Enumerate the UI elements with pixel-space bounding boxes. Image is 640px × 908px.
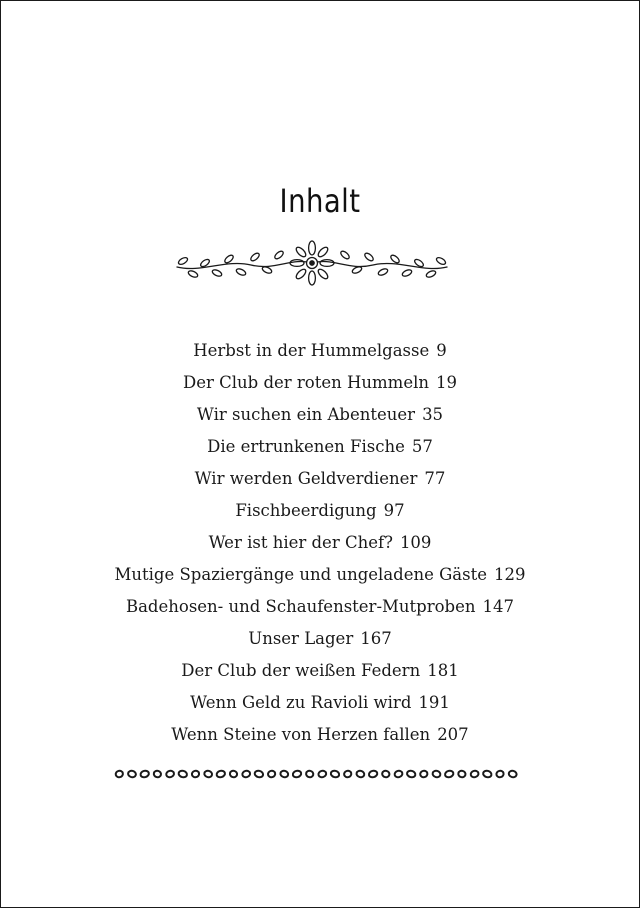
loop-dot — [292, 770, 302, 778]
toc-entry-page: 207 — [437, 725, 469, 744]
loop-dot — [406, 770, 416, 778]
loop-dot — [305, 770, 314, 778]
loop-dot — [115, 770, 124, 778]
loop-dot — [216, 770, 226, 778]
toc-entry-title: Wenn Steine von Herzen fallen — [171, 725, 431, 744]
loop-dot — [242, 770, 251, 778]
loop-dot — [166, 770, 175, 778]
toc-entry-title: Unser Lager — [248, 629, 354, 648]
toc-entry-page: 191 — [418, 693, 450, 712]
loop-dot — [482, 770, 492, 778]
toc-entry-page: 129 — [494, 565, 526, 584]
loop-dot — [496, 770, 505, 778]
toc-entry-page: 147 — [482, 597, 515, 616]
loop-dot — [394, 770, 403, 778]
loop-dot — [444, 770, 454, 778]
loop-dot — [470, 770, 479, 778]
toc-entry[interactable] — [1, 335, 639, 367]
loop-dot — [254, 770, 264, 778]
toc-entry-page: 57 — [411, 437, 433, 456]
toc-entry[interactable] — [1, 431, 639, 463]
toc-entry[interactable] — [1, 591, 639, 623]
toc-entry-title: Wenn Geld zu Ravioli wird — [190, 693, 412, 712]
loop-dot — [178, 770, 188, 778]
loop-dot — [267, 770, 276, 778]
loop-dot — [127, 770, 136, 778]
loop-dot — [280, 770, 289, 778]
toc-entry-page: 9 — [436, 341, 447, 360]
toc-entry[interactable] — [1, 527, 639, 559]
toc-entry-title: Herbst in der Hummelgasse — [193, 341, 430, 360]
loop-dot — [343, 770, 352, 778]
floral-vine-ornament — [171, 237, 453, 287]
page-title: Inhalt — [279, 182, 361, 221]
loop-dot — [508, 770, 517, 778]
loop-dot — [204, 770, 213, 778]
toc-entry-title: Fischbeerdigung — [235, 501, 377, 520]
toc-entry-title: Badehosen- und Schaufenster-Mutproben — [125, 597, 476, 616]
loop-dot — [191, 770, 200, 778]
toc-entry-title: Wir suchen ein Abenteuer — [196, 405, 416, 424]
loop-dot — [458, 770, 467, 778]
toc-entry[interactable] — [1, 399, 639, 431]
toc-entry-title: Wer ist hier der Chef? — [208, 533, 393, 552]
toc-entry-page: 35 — [422, 405, 444, 424]
toc-entry[interactable] — [1, 367, 639, 399]
toc-entry-title: Der Club der weißen Federn — [181, 661, 421, 680]
toc-entry[interactable] — [1, 623, 639, 655]
loop-dot — [368, 770, 378, 778]
toc-entry-page: 181 — [427, 661, 459, 680]
loop-dot — [318, 770, 327, 778]
table-of-contents — [1, 335, 639, 751]
toc-entry[interactable] — [1, 687, 639, 719]
loop-dot — [419, 770, 428, 778]
toc-entry-title: Der Club der roten Hummeln — [183, 373, 429, 392]
toc-entry[interactable] — [1, 463, 639, 495]
toc-entry-page: 77 — [424, 469, 446, 488]
loop-dot — [229, 770, 238, 778]
toc-entry-page: 167 — [360, 629, 392, 648]
loop-dot — [381, 770, 390, 778]
dotted-loop-border — [113, 766, 519, 782]
loop-dot — [330, 770, 340, 778]
loop-dot — [356, 770, 365, 778]
toc-entry[interactable] — [1, 559, 639, 591]
toc-entry-title: Wir werden Geldverdiener — [194, 469, 418, 488]
toc-entry-page: 109 — [399, 533, 432, 552]
loop-dot — [153, 770, 162, 778]
toc-entry[interactable] — [1, 719, 639, 751]
toc-entry[interactable] — [1, 495, 639, 527]
loop-dot — [140, 770, 150, 778]
toc-entry-title: Die ertrunkenen Fische — [207, 437, 405, 456]
loop-dot — [432, 770, 441, 778]
toc-entry[interactable] — [1, 655, 639, 687]
toc-entry-page: 19 — [436, 373, 457, 392]
toc-entry-page: 97 — [383, 501, 405, 520]
toc-entry-title: Mutige Spaziergänge und ungeladene Gäste — [114, 565, 488, 584]
